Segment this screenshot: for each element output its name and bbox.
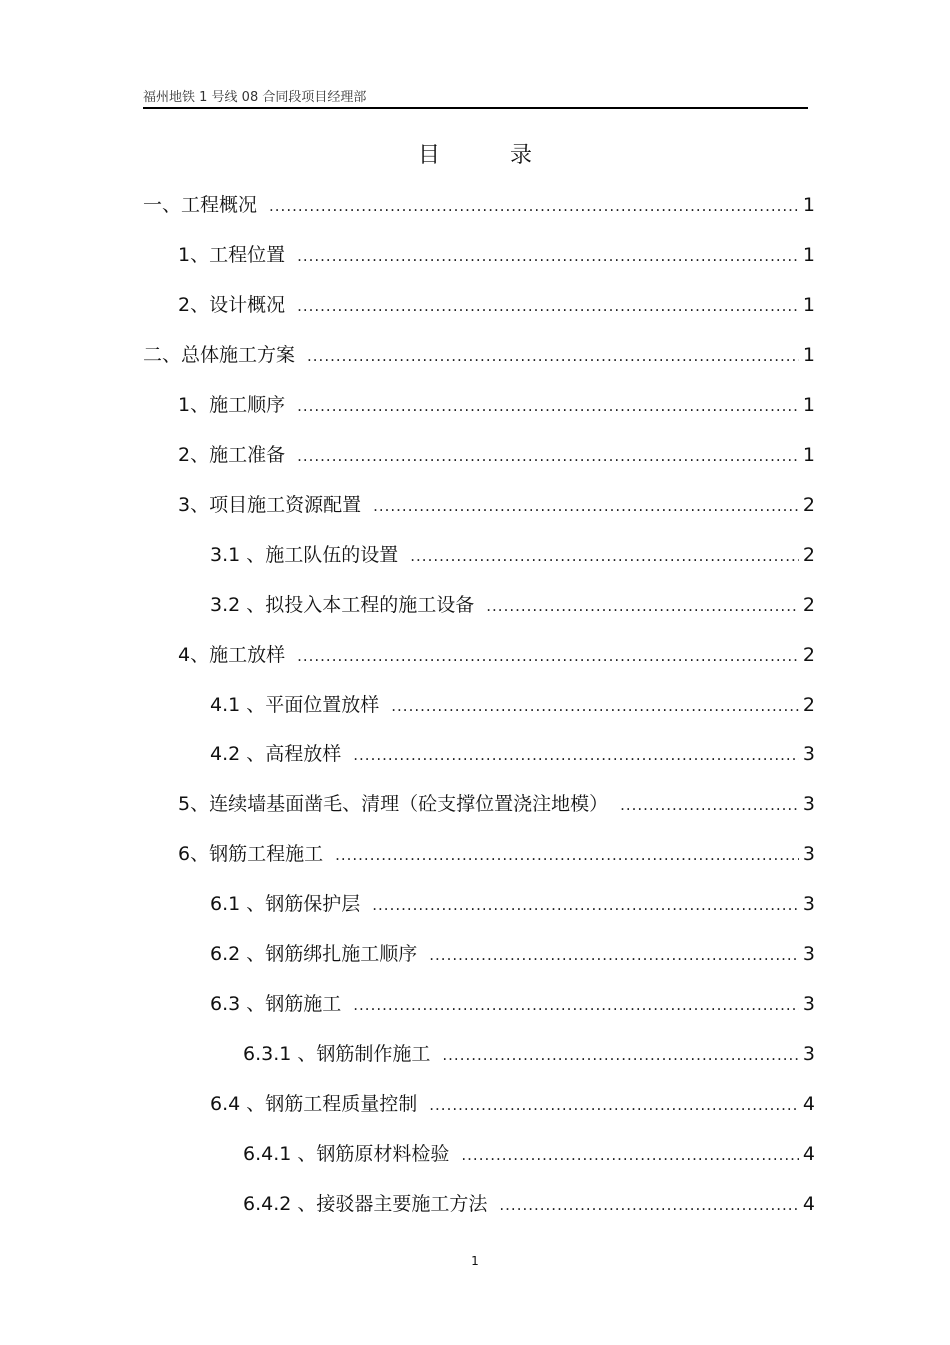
toc-dot-leader bbox=[269, 197, 799, 215]
toc-entry-page: 1 bbox=[802, 344, 815, 366]
toc-entry-page: 1 bbox=[802, 244, 815, 266]
toc-dot-leader bbox=[620, 796, 799, 814]
toc-entry-label: 6.4.2 、接驳器主要施工方法 bbox=[243, 1193, 488, 1215]
toc-dot-leader bbox=[297, 297, 799, 315]
toc-entry-page: 3 bbox=[802, 1043, 815, 1065]
toc-entry[interactable] bbox=[210, 540, 815, 568]
toc-dot-leader bbox=[297, 447, 799, 465]
toc-entry[interactable] bbox=[243, 1189, 815, 1217]
toc-dot-leader bbox=[429, 1096, 799, 1114]
toc-entry-label: 2、施工准备 bbox=[178, 444, 286, 466]
toc-entry-label: 二、总体施工方案 bbox=[143, 344, 296, 366]
toc-entry-label: 6.1 、钢筋保护层 bbox=[210, 893, 361, 915]
toc-entry-page: 2 bbox=[802, 544, 815, 566]
toc-entry[interactable] bbox=[243, 1039, 815, 1067]
toc-dot-leader bbox=[353, 746, 799, 764]
toc-entry-page: 2 bbox=[802, 644, 815, 666]
toc-dot-leader bbox=[499, 1196, 799, 1214]
toc-title: 目录 bbox=[417, 143, 602, 168]
toc-entry[interactable] bbox=[178, 290, 815, 318]
toc-entry[interactable] bbox=[178, 440, 815, 468]
toc-entry-page: 2 bbox=[802, 694, 815, 716]
toc-dot-leader bbox=[297, 397, 799, 415]
toc-entry-page: 3 bbox=[802, 893, 815, 915]
toc-entry-page: 1 bbox=[802, 394, 815, 416]
toc-entry[interactable] bbox=[210, 939, 815, 967]
toc-entry[interactable] bbox=[178, 490, 815, 518]
toc-dot-leader bbox=[307, 347, 799, 365]
toc-entry-page: 3 bbox=[802, 943, 815, 965]
toc-entry[interactable] bbox=[210, 989, 815, 1017]
toc-entry[interactable] bbox=[143, 340, 815, 368]
toc-dot-leader bbox=[297, 247, 799, 265]
toc-entry-label: 3、项目施工资源配置 bbox=[178, 494, 362, 516]
toc-dot-leader bbox=[461, 1146, 799, 1164]
toc-entry[interactable] bbox=[178, 240, 815, 268]
toc-entry-label: 6.3.1 、钢筋制作施工 bbox=[243, 1043, 431, 1065]
toc-dot-leader bbox=[335, 846, 799, 864]
toc-dot-leader bbox=[372, 896, 799, 914]
toc-entry-label: 1、工程位置 bbox=[178, 244, 286, 266]
toc-entry-page: 1 bbox=[802, 294, 815, 316]
toc-entry-label: 4.1 、平面位置放样 bbox=[210, 694, 380, 716]
toc-entry-page: 3 bbox=[802, 993, 815, 1015]
toc-entry[interactable] bbox=[210, 690, 815, 718]
toc-entry-page: 4 bbox=[802, 1143, 815, 1165]
toc-entry-label: 5、连续墙基面凿毛、清理（砼支撑位置浇注地模） bbox=[178, 793, 609, 815]
toc-entry[interactable] bbox=[178, 640, 815, 668]
toc-entry[interactable] bbox=[178, 390, 815, 418]
toc-entry[interactable] bbox=[210, 590, 815, 618]
toc-entry-label: 2、设计概况 bbox=[178, 294, 286, 316]
toc-entry-page: 2 bbox=[802, 494, 815, 516]
toc-entry-page: 4 bbox=[802, 1093, 815, 1115]
toc-entry-label: 4、施工放样 bbox=[178, 644, 286, 666]
toc-entry[interactable] bbox=[243, 1139, 815, 1167]
toc-entry-page: 2 bbox=[802, 594, 815, 616]
toc-entry[interactable] bbox=[178, 839, 815, 867]
toc-entry[interactable] bbox=[210, 1089, 815, 1117]
toc-entry-page: 3 bbox=[802, 843, 815, 865]
page-header: 福州地铁 1 号线 08 合同段项目经理部 bbox=[143, 90, 367, 105]
toc-dot-leader bbox=[442, 1046, 799, 1064]
toc-entry-label: 6.4.1 、钢筋原材料检验 bbox=[243, 1143, 450, 1165]
toc-entry-label: 1、施工顺序 bbox=[178, 394, 286, 416]
toc-entry[interactable] bbox=[143, 190, 815, 218]
toc-entry-label: 3.2 、拟投入本工程的施工设备 bbox=[210, 594, 475, 616]
toc-entry-label: 6.2 、钢筋绑扎施工顺序 bbox=[210, 943, 418, 965]
toc-entry-label: 3.1 、施工队伍的设置 bbox=[210, 544, 399, 566]
page-number: 1 bbox=[471, 1254, 479, 1268]
toc-dot-leader bbox=[486, 597, 799, 615]
toc-entry[interactable] bbox=[178, 789, 815, 817]
toc-entry-page: 3 bbox=[802, 743, 815, 765]
toc-dot-leader bbox=[391, 697, 799, 715]
toc-entry-label: 4.2 、高程放样 bbox=[210, 743, 342, 765]
toc-dot-leader bbox=[373, 497, 799, 515]
toc-dot-leader bbox=[353, 996, 799, 1014]
toc-dot-leader bbox=[297, 647, 799, 665]
toc-dot-leader bbox=[410, 547, 799, 565]
toc-entry-page: 1 bbox=[802, 444, 815, 466]
toc-entry[interactable] bbox=[210, 739, 815, 767]
toc-entry-label: 一、工程概况 bbox=[143, 194, 258, 216]
toc-entry-label: 6.4 、钢筋工程质量控制 bbox=[210, 1093, 418, 1115]
toc-entry-page: 4 bbox=[802, 1193, 815, 1215]
toc-entry-page: 1 bbox=[802, 194, 815, 216]
toc-dot-leader bbox=[429, 946, 799, 964]
toc-entry-label: 6.3 、钢筋施工 bbox=[210, 993, 342, 1015]
toc-entry[interactable] bbox=[210, 889, 815, 917]
toc-entry-label: 6、钢筋工程施工 bbox=[178, 843, 324, 865]
toc-entry-page: 3 bbox=[802, 793, 815, 815]
